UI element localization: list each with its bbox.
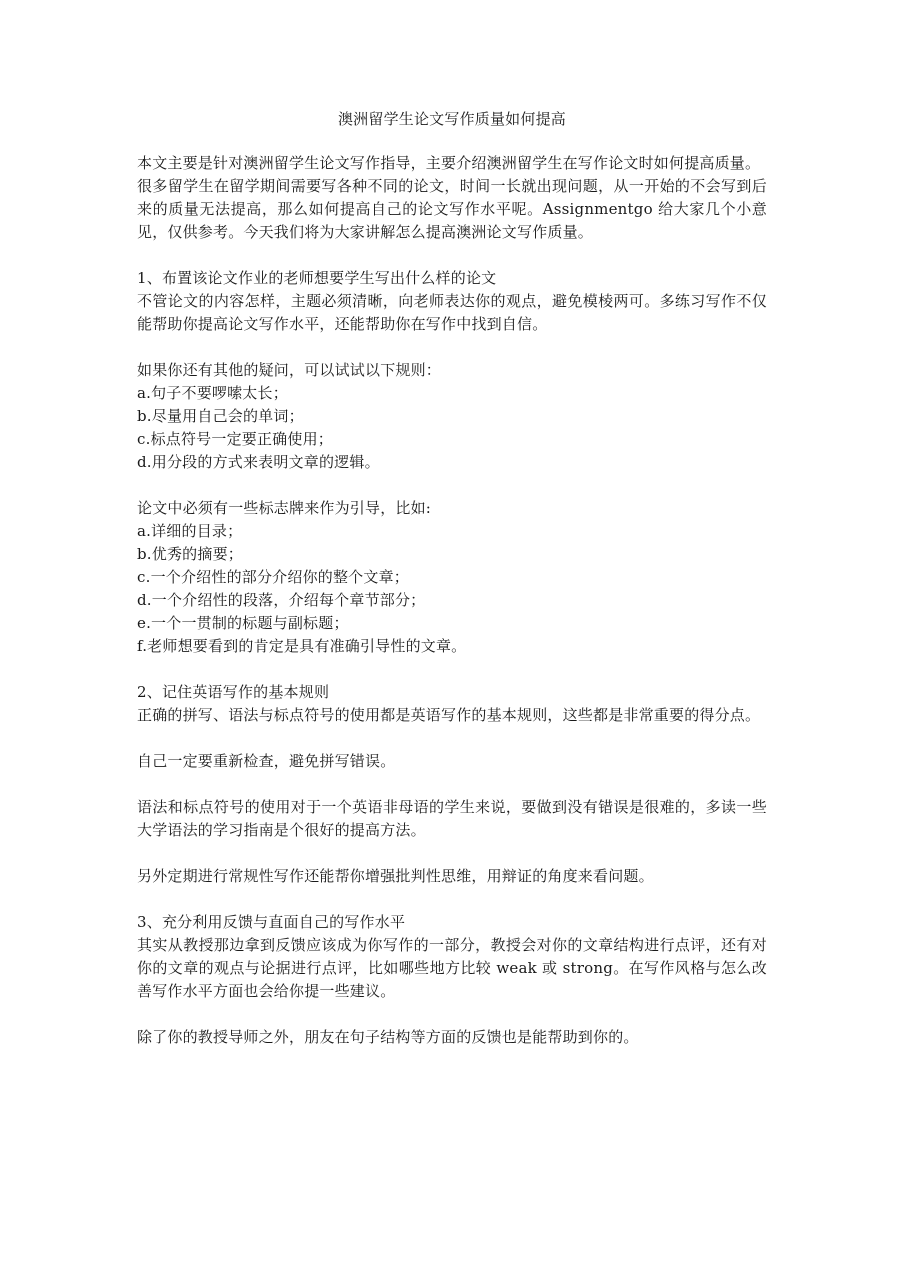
list-item: a.句子不要啰嗦太长； bbox=[137, 384, 288, 402]
section-2-heading: 2、记住英语写作的基本规则 bbox=[137, 683, 330, 701]
rules-list bbox=[137, 382, 767, 474]
intro-paragraph: 本文主要是针对澳洲留学生论文写作指导，主要介绍澳洲留学生在写作论文时如何提高质量。 bbox=[137, 154, 761, 172]
spacer bbox=[137, 727, 767, 750]
spacer bbox=[137, 773, 767, 796]
spacer bbox=[137, 842, 767, 865]
section-2-paragraph: 正确的拼写、语法与标点符号的使用都是英语写作的基本规则，这些都是非常重要的得分点。 bbox=[137, 706, 761, 724]
section-2-paragraph: 另外定期进行常规性写作还能帮你增强批判性思维，用辩证的角度来看问题。 bbox=[137, 867, 654, 885]
list-item: c.标点符号一定要正确使用； bbox=[137, 430, 333, 448]
spacer bbox=[137, 658, 767, 681]
list-item: a.详细的目录； bbox=[137, 522, 243, 540]
list-item: d.用分段的方式来表明文章的逻辑。 bbox=[137, 453, 380, 471]
intro-paragraph: 很多留学生在留学期间需要写各种不同的论文，时间一长就出现问题，从一开始的不会写到后来的质量无法提高，那么如何提高自己的论文写作水平呢。Assignmentgo 给大家几个小意见，仅供参考。今天我们将为大家讲解怎么提高澳洲论文写作质量。 bbox=[137, 177, 767, 241]
signs-intro: 论文中必须有一些标志牌来作为引导，比如: bbox=[137, 499, 432, 517]
rules-intro: 如果你还有其他的疑问，可以试试以下规则： bbox=[137, 361, 442, 379]
section-3-paragraph: 除了你的教授导师之外，朋友在句子结构等方面的反馈也是能帮助到你的。 bbox=[137, 1028, 639, 1046]
section-2-paragraph: 自己一定要重新检查，避免拼写错误。 bbox=[137, 752, 396, 770]
list-item: f.老师想要看到的肯定是具有准确引导性的文章。 bbox=[137, 637, 467, 655]
spacer bbox=[137, 244, 767, 267]
spacer bbox=[137, 474, 767, 497]
document-page bbox=[137, 108, 767, 1049]
list-item: e.一个一贯制的标题与副标题； bbox=[137, 614, 349, 632]
section-2-paragraph: 语法和标点符号的使用对于一个英语非母语的学生来说，要做到没有错误是很难的，多读一些大学语法的学习指南是个很好的提高方法。 bbox=[137, 798, 767, 839]
spacer bbox=[137, 336, 767, 359]
list-item: b.优秀的摘要； bbox=[137, 545, 243, 563]
list-item: d.一个介绍性的段落，介绍每个章节部分； bbox=[137, 591, 426, 609]
document-title: 澳洲留学生论文写作质量如何提高 bbox=[337, 110, 566, 128]
signs-list bbox=[137, 520, 767, 658]
spacer bbox=[137, 888, 767, 911]
section-3-heading: 3、充分利用反馈与直面自己的写作水平 bbox=[137, 913, 406, 931]
section-3-paragraph: 其实从教授那边拿到反馈应该成为你写作的一部分，教授会对你的文章结构进行点评，还有对你的文章的观点与论据进行点评，比如哪些地方比较 weak 或 strong。在写作风格与怎么改善写作水平方面也会给你提一些建议。 bbox=[137, 936, 767, 1000]
section-1-body: 不管论文的内容怎样，主题必须清晰，向老师表达你的观点，避免模棱两可。多练习写作不仅能帮助你提高论文写作水平，还能帮助你在写作中找到自信。 bbox=[137, 292, 767, 333]
list-item: c.一个介绍性的部分介绍你的整个文章； bbox=[137, 568, 409, 586]
section-1-heading: 1、布置该论文作业的老师想要学生写出什么样的论文 bbox=[137, 269, 497, 287]
list-item: b.尽量用自己会的单词； bbox=[137, 407, 304, 425]
spacer bbox=[137, 1003, 767, 1026]
